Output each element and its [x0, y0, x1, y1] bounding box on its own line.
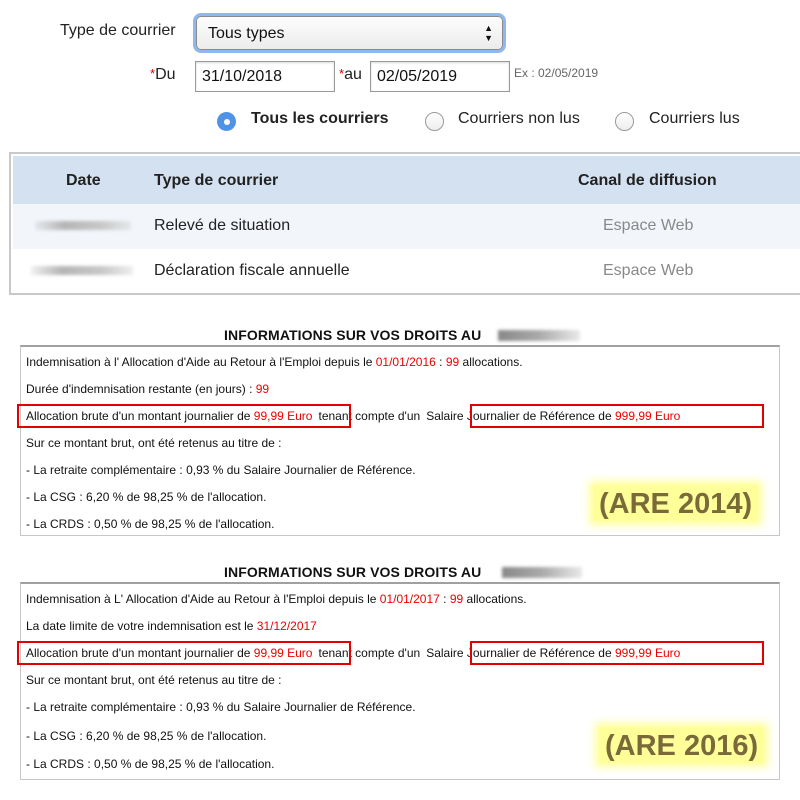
section-2-title: INFORMATIONS SUR VOS DROITS AU — [224, 564, 482, 580]
to-date-input[interactable]: 02/05/2019 — [370, 61, 510, 92]
section-2-line-4: Sur ce montant brut, ont été retenus au titre de : — [26, 673, 282, 687]
from-date-input[interactable]: 31/10/2018 — [195, 61, 335, 92]
are-2014-label: (ARE 2014) — [593, 485, 758, 521]
are-2016-label: (ARE 2016) — [599, 727, 764, 763]
section-2-line-7: - La CRDS : 0,50 % de 98,25 % de l'allocation. — [26, 757, 275, 771]
radio-courriers-lus[interactable] — [615, 112, 634, 131]
section-1-line-4: Sur ce montant brut, ont été retenus au titre de : — [26, 436, 282, 450]
row-type[interactable]: Déclaration fiscale annuelle — [154, 262, 350, 279]
section-1-line-2: Durée d'indemnisation restante (en jours) : 99 — [26, 382, 270, 396]
row-type[interactable]: Relevé de situation — [154, 217, 291, 234]
redacted-text — [498, 330, 580, 341]
row-canal: Espace Web — [603, 217, 694, 234]
radio-label-tous: Tous les courriers — [251, 110, 389, 127]
select-arrows-icon: ▲ ▼ — [484, 23, 493, 43]
redacted-date — [35, 221, 131, 230]
type-courrier-label: Type de courrier — [60, 22, 176, 39]
section-2-line-2: La date limite de votre indemnisation est le 31/12/2017 — [26, 619, 317, 633]
header-type[interactable]: Type de courrier — [154, 172, 279, 189]
date-format-hint: Ex : 02/05/2019 — [514, 66, 599, 80]
courriers-table — [9, 152, 800, 295]
section-2-line-3: Allocation brute d'un montant journalier de 99,99 Euro tenant compte d'un Salaire Journalier de Référence de 999,99 Euro — [26, 646, 681, 660]
section-1-line-1: Indemnisation à l' Allocation d'Aide au Retour à l'Emploi depuis le 01/01/2016 : 99 allocations. — [26, 355, 523, 369]
section-1-line-3: Allocation brute d'un montant journalier de 99,99 Euro tenant compte d'un Salaire Journalier de Référence de 999,99 Euro — [26, 409, 681, 423]
section-1-line-6: - La CSG : 6,20 % de 98,25 % de l'allocation. — [26, 490, 267, 504]
type-courrier-select[interactable] — [196, 16, 503, 50]
to-date-label: *au — [339, 66, 362, 83]
radio-label-lus: Courriers lus — [649, 110, 740, 127]
highlight-sjr-2014 — [470, 404, 764, 428]
from-date-label: *Du — [150, 66, 176, 83]
section-1-title: INFORMATIONS SUR VOS DROITS AU — [224, 327, 482, 343]
header-date[interactable]: Date — [66, 172, 101, 189]
redacted-date — [31, 266, 133, 275]
table-row[interactable] — [13, 249, 800, 294]
section-2-box — [20, 582, 780, 780]
section-1-line-7: - La CRDS : 0,50 % de 98,25 % de l'allocation. — [26, 517, 275, 531]
highlight-allocation-2014 — [17, 404, 351, 428]
highlight-allocation-2016 — [17, 641, 351, 665]
radio-courriers-non-lus[interactable] — [425, 112, 444, 131]
section-2-line-6: - La CSG : 6,20 % de 98,25 % de l'allocation. — [26, 729, 267, 743]
section-1-line-5: - La retraite complémentaire : 0,93 % du Salaire Journalier de Référence. — [26, 463, 416, 477]
row-canal: Espace Web — [603, 262, 694, 279]
required-mark: * — [339, 66, 345, 81]
section-1-box — [20, 345, 780, 536]
section-2-line-1: Indemnisation à L' Allocation d'Aide au Retour à l'Emploi depuis le 01/01/2017 : 99 allocations. — [26, 592, 527, 606]
radio-tous-les-courriers[interactable] — [217, 112, 236, 131]
table-header — [13, 156, 800, 204]
required-mark: * — [150, 66, 156, 81]
highlight-sjr-2016 — [470, 641, 764, 665]
table-row[interactable] — [13, 204, 800, 249]
radio-label-non-lus: Courriers non lus — [458, 110, 580, 127]
section-2-line-5: - La retraite complémentaire : 0,93 % du Salaire Journalier de Référence. — [26, 700, 416, 714]
type-courrier-selected: Tous types — [208, 25, 285, 42]
redacted-text — [502, 567, 582, 578]
header-canal[interactable]: Canal de diffusion — [578, 172, 717, 189]
